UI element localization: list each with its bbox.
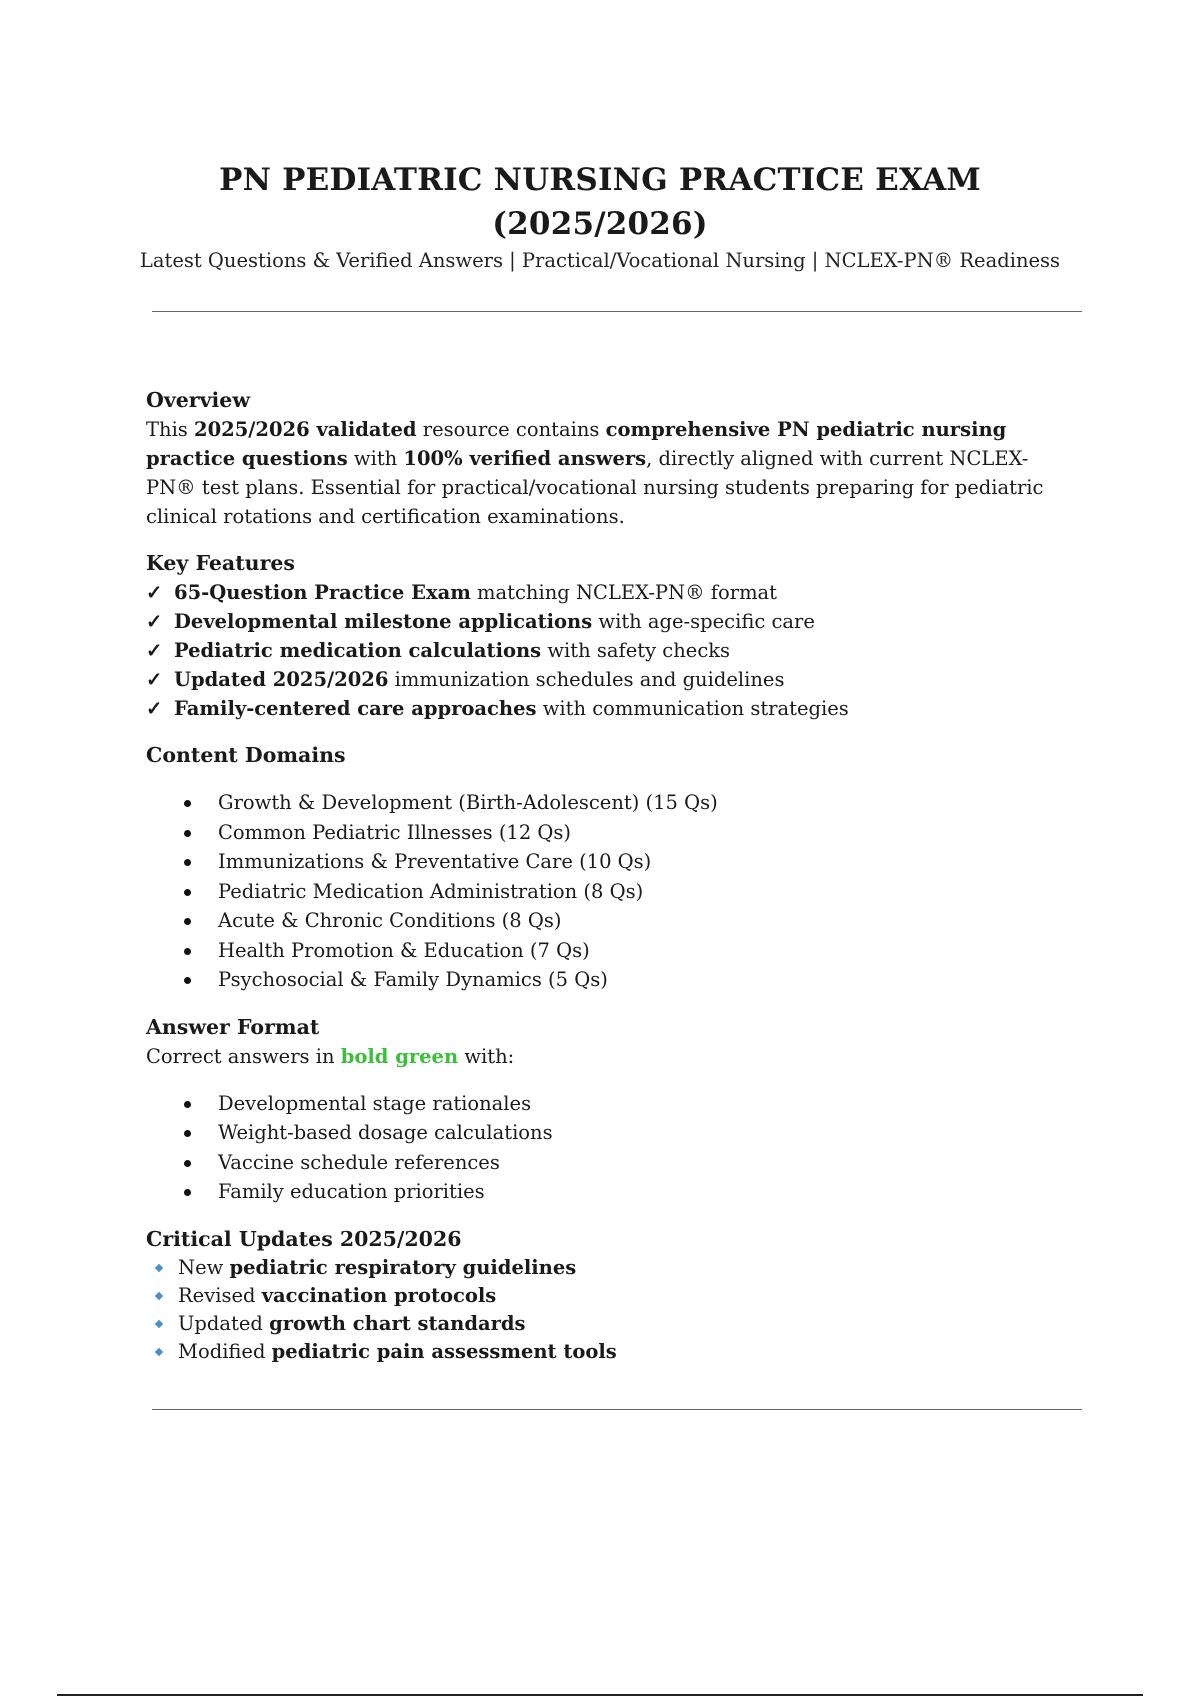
domain-item [146,847,1076,877]
answer-format-section [146,1013,1076,1207]
content-domains-section [146,741,1076,995]
domain-item [146,877,1076,907]
overview-bold-text: comprehensive PN pediatric nursing practice questions [146,418,1007,470]
answer-format-heading: Answer Format [146,1014,320,1039]
key-features-section [146,549,1076,723]
answer-format-intro-after: with: [458,1044,515,1068]
domain-label: Psychosocial & Family Dynamics (5 Qs) [218,968,608,991]
answer-format-intro-before: Correct answers in [146,1044,341,1068]
answer-format-item [146,1177,1076,1207]
update-item [146,1282,1076,1310]
bullet-icon [184,1189,191,1196]
bullet-icon [184,1130,191,1137]
top-divider [152,311,1082,312]
domain-label: Acute & Chronic Conditions (8 Qs) [218,909,562,932]
checkmark-icon: ✓ [146,668,163,691]
critical-updates-list [146,1254,1076,1366]
overview-text: resource contains [416,418,606,441]
domain-label: Immunizations & Preventative Care (10 Qs) [218,850,652,873]
checkmark-icon: ✓ [146,581,163,604]
answer-format-list [146,1089,1076,1207]
critical-updates-heading: Critical Updates 2025/2026 [146,1226,462,1251]
checkmark-icon: ✓ [146,639,163,662]
answer-format-label: Family education priorities [218,1180,485,1203]
checkmark-icon: ✓ [146,610,163,633]
answer-format-intro [146,1042,1076,1071]
update-bold-text: pediatric respiratory guidelines [229,1255,577,1279]
key-features-list [146,578,1076,723]
diamond-bullet-icon [155,1291,163,1299]
domain-label: Common Pediatric Illnesses (12 Qs) [218,820,572,844]
document-title-line-1: PN PEDIATRIC NURSING PRACTICE EXAM [219,162,981,198]
update-bold-text: growth chart standards [269,1311,526,1335]
title-block [0,158,1200,276]
overview-bold-text: 100% verified answers [403,447,647,470]
overview-heading: Overview [146,388,251,412]
feature-bold-text: Developmental milestone applications [174,610,593,633]
feature-bold-text: Updated 2025/2026 [174,668,389,691]
update-bold-text: vaccination protocols [261,1283,497,1307]
update-bold-text: pediatric pain assessment tools [271,1339,617,1363]
answer-format-item [146,1118,1076,1148]
update-item [146,1310,1076,1338]
diamond-bullet-icon [155,1347,163,1355]
domain-item [146,936,1076,966]
bullet-icon [184,800,191,807]
domain-item [146,906,1076,936]
feature-item [146,694,1076,723]
content-domains-heading: Content Domains [146,743,346,767]
bullet-icon [184,948,191,955]
bullet-icon [184,889,191,896]
domain-label: Health Promotion & Education (7 Qs) [218,938,590,962]
document-subtitle: Latest Questions & Verified Answers | Practical/Vocational Nursing | NCLEX-PN® Readiness [139,249,1061,272]
domain-item [146,788,1076,818]
update-plain-text: Revised [178,1283,262,1307]
answer-format-label: Vaccine schedule references [218,1150,500,1174]
feature-bold-text: Pediatric medication calculations [174,639,542,662]
bullet-icon [184,918,191,925]
diamond-bullet-icon [155,1319,163,1327]
feature-bold-text: 65-Question Practice Exam [174,581,471,604]
feature-bold-text: Family-centered care approaches [174,697,537,720]
bullet-icon [184,977,191,984]
update-item [146,1338,1076,1366]
domain-label: Pediatric Medication Administration (8 Qs) [218,879,644,903]
document-title-line-2: (2025/2026) [492,206,708,242]
page-footer-line [57,1694,1143,1696]
content-domains-list [146,788,1076,995]
domain-item [146,818,1076,848]
bullet-icon [184,859,191,866]
answer-format-label: Weight-based dosage calculations [218,1121,553,1144]
domain-label: Growth & Development (Birth-Adolescent) (15 Qs) [218,791,718,814]
update-plain-text: Modified [178,1339,272,1363]
overview-section [146,386,1076,531]
diamond-bullet-icon [155,1263,163,1271]
answer-format-label: Developmental stage rationales [218,1091,532,1115]
update-item [146,1254,1076,1282]
feature-item [146,607,1076,636]
feature-rest-text: immunization schedules and guidelines [388,668,785,691]
feature-rest-text: with age-specific care [592,610,815,633]
answer-format-item [146,1148,1076,1178]
critical-updates-section [146,1225,1076,1366]
bottom-divider [152,1409,1082,1410]
feature-item [146,578,1076,607]
bold-green-label: bold green [340,1044,459,1068]
bullet-icon [184,1101,191,1108]
answer-format-item [146,1089,1076,1119]
update-plain-text: Updated [178,1311,270,1335]
feature-rest-text: with communication strategies [536,697,849,720]
document-body [146,386,1076,1384]
overview-text: , directly aligned with current NCLEX-PN® test plans. Essential for practical/vocational nursing students preparing for pediatric clinical rotations and certification examinations. [146,447,1044,528]
bullet-icon [184,1160,191,1167]
overview-text: with [347,447,404,470]
domain-item [146,965,1076,995]
checkmark-icon: ✓ [146,697,163,720]
overview-paragraph [146,415,1076,531]
feature-item [146,636,1076,665]
feature-item [146,665,1076,694]
feature-rest-text: matching NCLEX-PN® format [470,581,778,604]
overview-text: This [146,418,195,441]
key-features-heading: Key Features [146,551,295,575]
overview-bold-text: 2025/2026 validated [194,418,417,441]
bullet-icon [184,830,191,837]
feature-rest-text: with safety checks [541,639,731,662]
update-plain-text: New [178,1255,230,1279]
